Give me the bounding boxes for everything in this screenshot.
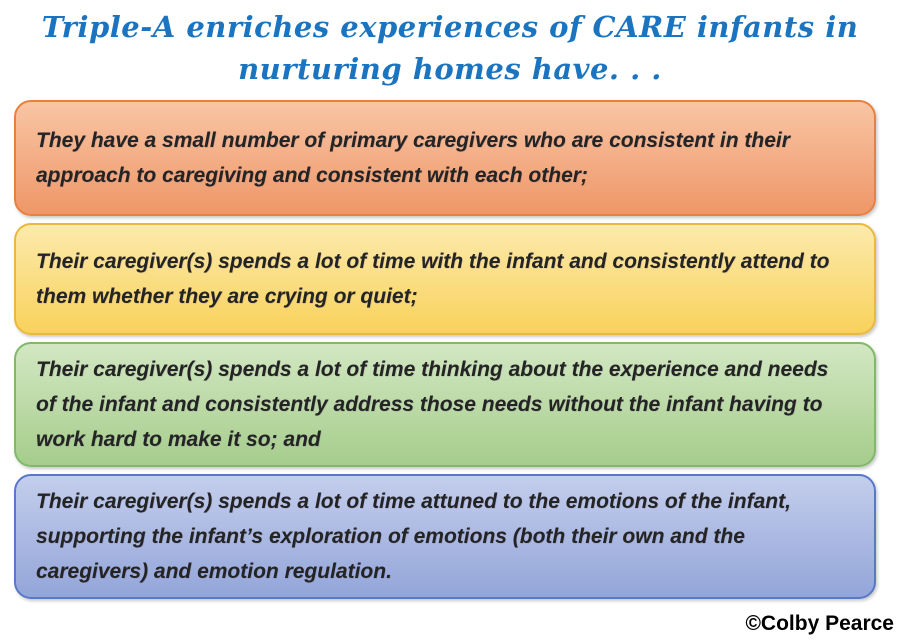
box-list (14, 100, 876, 599)
info-box-text: They have a small number of primary caregivers who are consistent in their approach to caregiving and consistent with each other; (36, 129, 790, 187)
slide-title (0, 0, 900, 90)
info-box-attuned-to-emotions (14, 474, 876, 599)
info-box-text: Their caregiver(s) spends a lot of time thinking about the experience and needs of the infant and consistently address those needs without the infant having to work hard to make it so; and (36, 358, 829, 451)
copyright-notice: ©Colby Pearce (745, 612, 894, 635)
info-box-thinking-about-needs (14, 342, 876, 467)
info-box-consistent-caregivers (14, 100, 876, 216)
info-box-text: Their caregiver(s) spends a lot of time attuned to the emotions of the infant, supporting the infant’s exploration of emotions (both their own and the caregivers) and emotion regulation. (36, 490, 791, 583)
slide-title-line-2: nurturing homes have. . . (238, 52, 662, 86)
slide-title-line-1: Triple-A enriches experiences of CARE infants in (41, 10, 859, 44)
info-box-time-with-infant (14, 223, 876, 335)
info-box-text: Their caregiver(s) spends a lot of time with the infant and consistently attend to them whether they are crying or quiet; (36, 250, 830, 308)
